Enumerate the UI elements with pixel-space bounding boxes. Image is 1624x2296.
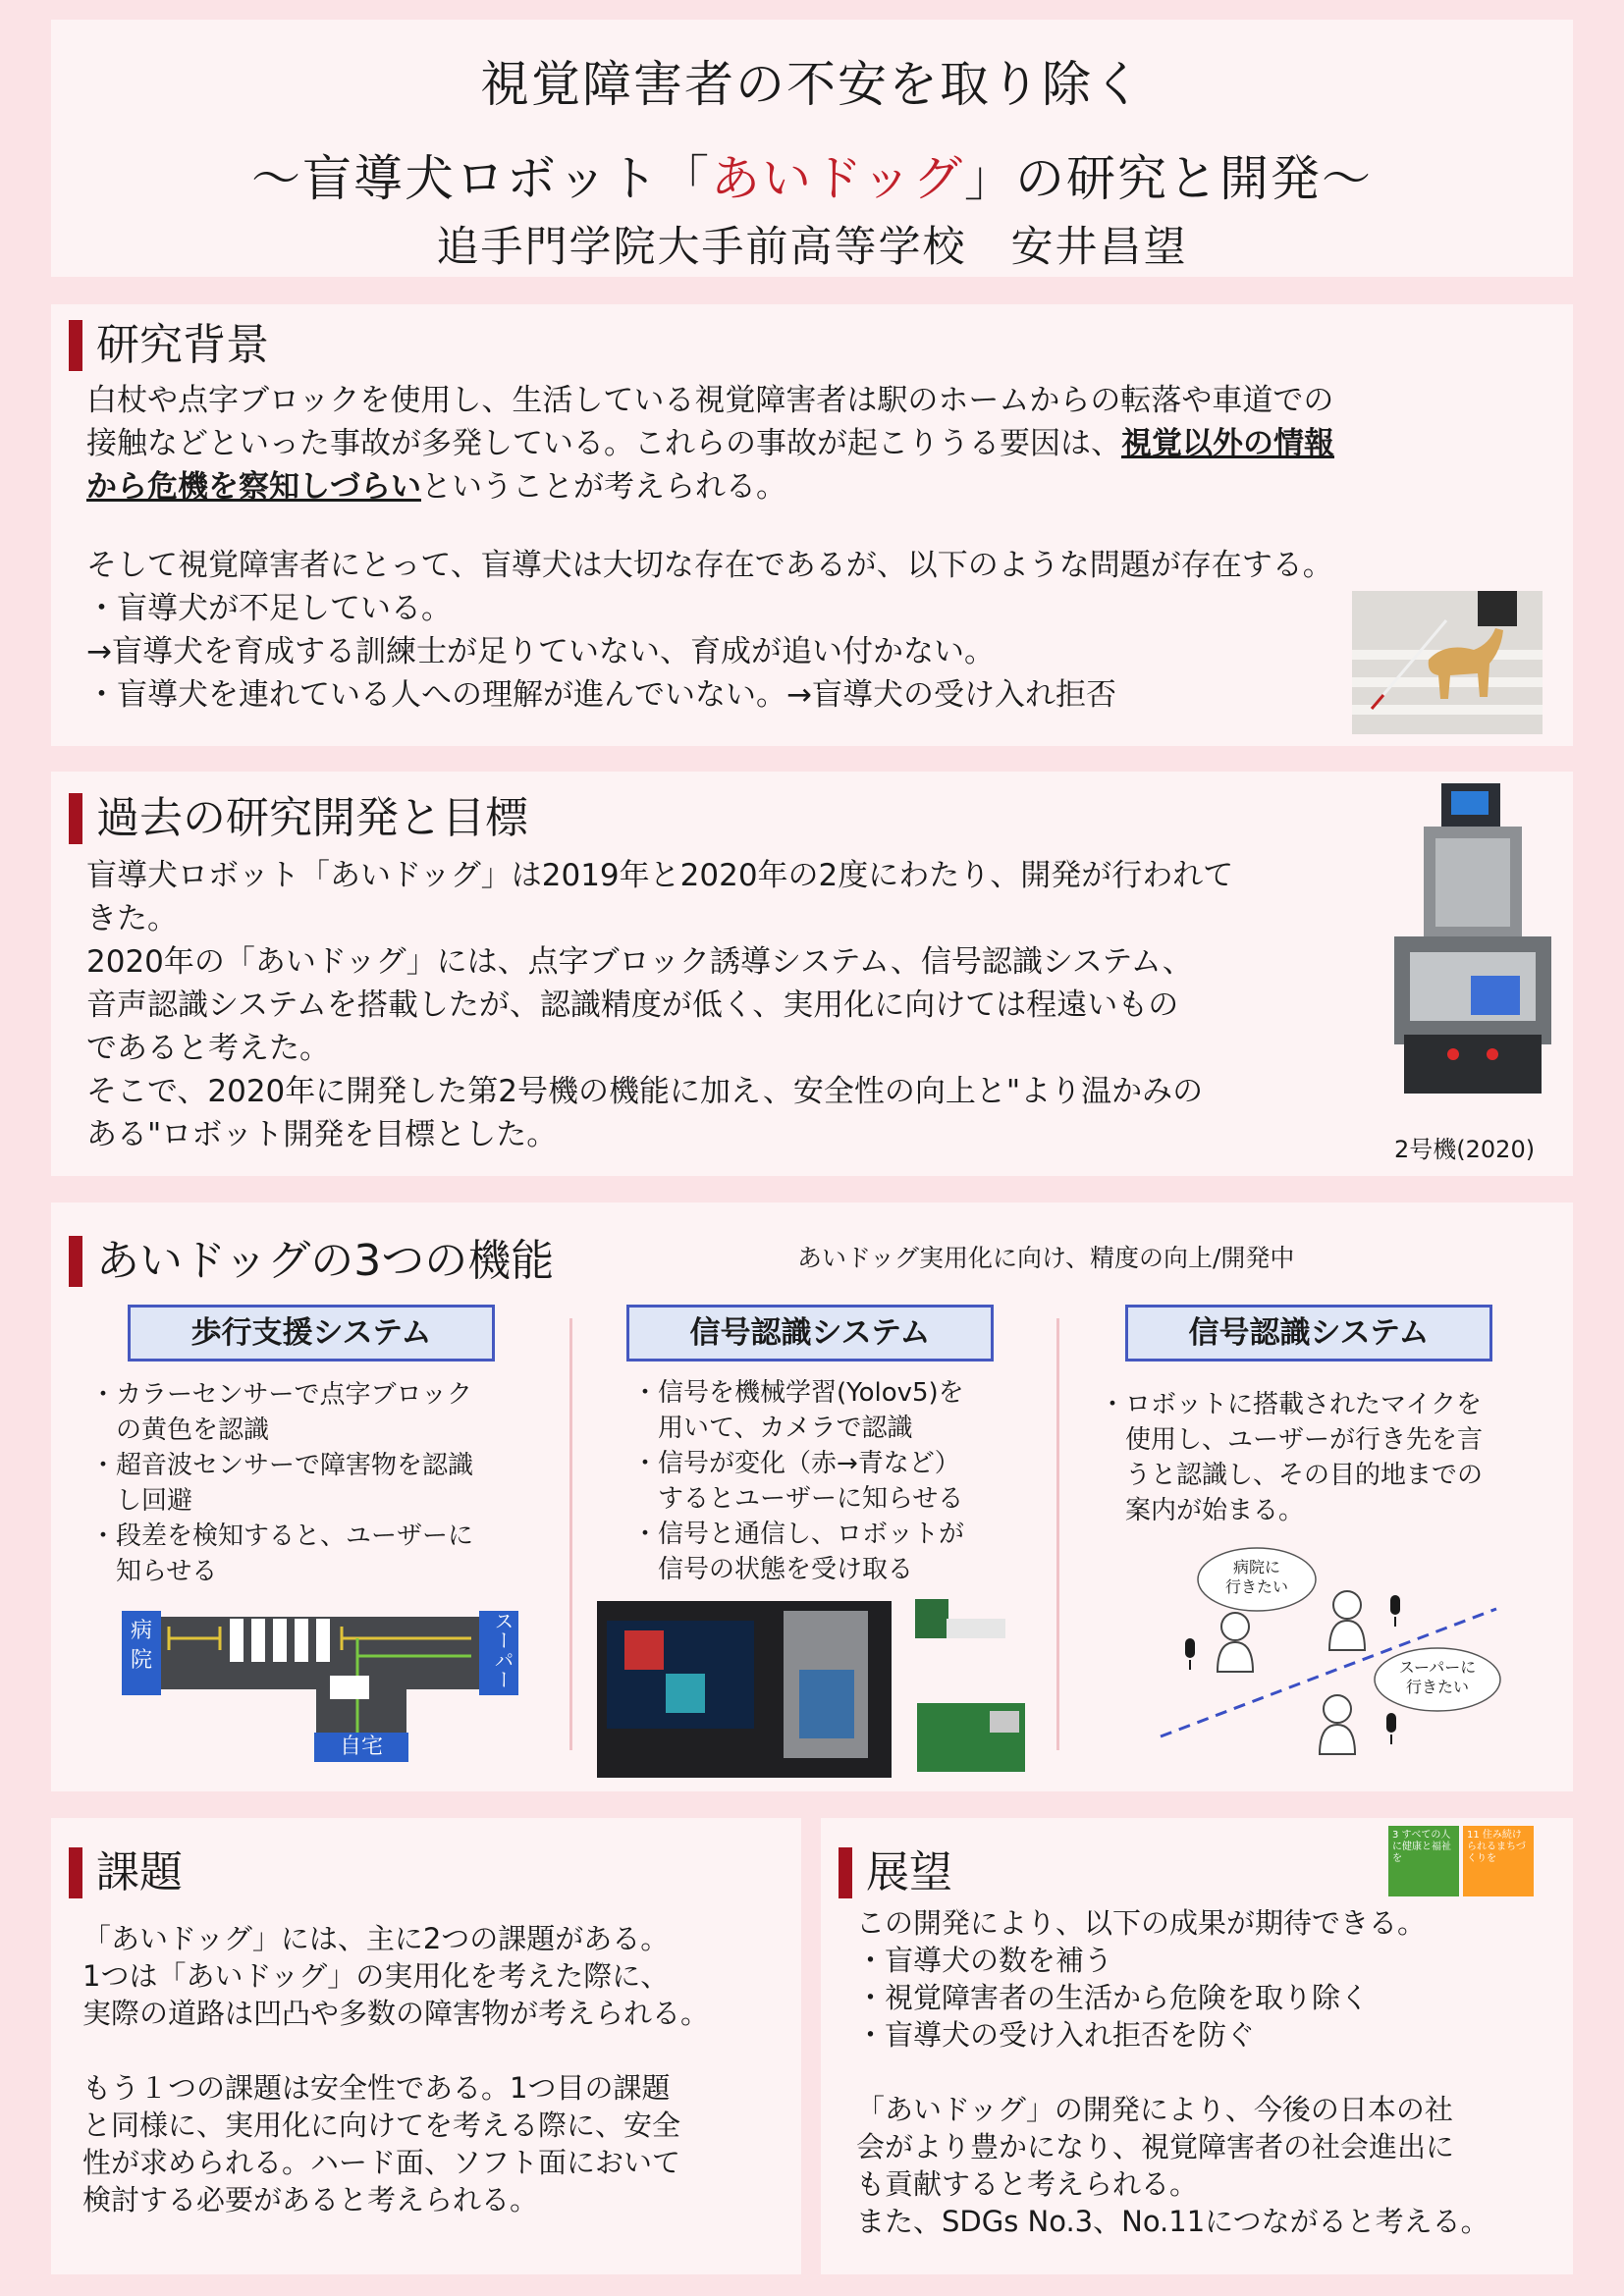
map-hospital-label: 病院 [130, 1619, 152, 1673]
signal-system-title: 信号認識システム [626, 1305, 994, 1362]
hospital-speech-bubble: 病院に 行きたい [1224, 1558, 1288, 1596]
map-supermarket-label: スーパー [491, 1611, 514, 1689]
bg-p1-text-end: ということが考えられる。 [421, 469, 786, 505]
sdg-11-badge: 11 住み続けられるまちづくりを [1463, 1826, 1534, 1896]
bg-p1-text: 白杖や点字ブロックを使用し、生活している視覚障害者は駅のホームからの転落や車道での 接触などといった事故が多発している。これらの事故が起こりうる要因は、 [86, 383, 1334, 461]
past-heading: 過去の研究開発と目標 [69, 791, 528, 846]
robot-photo [1384, 779, 1561, 1103]
supermarket-speech-bubble: スーパーに 行きたい [1398, 1658, 1477, 1696]
title-line-1: 視覚障害者の不安を取り除く [480, 56, 1144, 113]
outlook-body: この開発により、以下の成果が期待できる。 ・盲導犬の数を補う ・視覚障害者の生活から危険を取り除く ・盲導犬の受け入れ拒否を防ぐ 「あいドッグ」の開発により、今後の日本の社 会がより豊かになり、視覚障害者の社会進出に も貢献すると考えられる。 また、SDGs No.3、No.11につながると考える。 [856, 1906, 1489, 2238]
route-map [122, 1607, 518, 1764]
title-line-2-pre: 〜盲導犬ロボット「 [251, 150, 711, 207]
outlook-panel [821, 1818, 1573, 2274]
functions-panel [51, 1202, 1573, 1791]
past-body: 盲導犬ロボット「あいドッグ」は2019年と2020年の2度にわたり、開発が行われて きた。 2020年の「あいドッグ」には、点字ブロック誘導システム、信号認識システム、 音声認識システムを搭載したが、認識精度が低く、実用化に向けては程遠いもの であると考えた。 そこで、2020年に開発した第2号機の機能に加え、安全性の向上と"より温かみの ある"ロボット開発を目標とした。 [86, 858, 1234, 1152]
sdg-3-badge: 3 すべての人に健康と福祉を [1388, 1826, 1459, 1896]
bg-p1-emphasis-1: 視覚以外の情報 [1121, 426, 1334, 461]
title-product-name: あいドッグ [711, 150, 964, 207]
signal-recognition-photo [597, 1601, 892, 1778]
walking-support-body: ・カラーセンサーで点字ブロック の黄色を認識 ・超音波センサーで障害物を認識 し回避 ・段差を検知すると、ユーザーに 知らせる [90, 1380, 474, 1586]
functions-heading: あいドッグの3つの機能 [69, 1234, 554, 1289]
issues-body: 「あいドッグ」には、主に2つの課題がある。 1つは「あいドッグ」の実用化を考えた際に、 実際の道路は凹凸や多数の障害物が考えられる。 もう１つの課題は安全性である。1つ目の課題 と同様に、実用化に向けてを考える際に、安全 性が求められる。ハード面、ソフト面において 検討する必要があると考えられる。 [82, 1922, 710, 2216]
voice-illustration [1151, 1540, 1555, 1772]
title-line-2 [51, 139, 1573, 210]
author: 追手門学院大手前高等学校 安井昌望 [436, 223, 1188, 272]
title-line-2-post: 」の研究と開発〜 [964, 150, 1373, 207]
past-panel [51, 772, 1573, 1176]
outlook-heading: 展望 [839, 1845, 952, 1900]
divider-1 [569, 1318, 572, 1750]
hardware-photo [907, 1595, 1035, 1780]
background-paragraph-2: そして視覚障害者にとって、盲導犬は大切な存在であるが、以下のような問題が存在する。 ・盲導犬が不足している。 →盲導犬を育成する訓練士が足りていない、育成が追い付かない。 ・盲導犬を連れている人への理解が進んでいない。→盲導犬の受け入れ拒否 [86, 548, 1333, 713]
background-heading: 研究背景 [69, 318, 269, 373]
issues-panel [51, 1818, 801, 2274]
background-panel [51, 304, 1573, 746]
functions-note: あいドッグ実用化に向け、精度の向上/開発中 [797, 1244, 1295, 1272]
divider-2 [1056, 1318, 1059, 1750]
title-panel [51, 20, 1573, 277]
issues-heading: 課題 [69, 1845, 183, 1900]
background-paragraph-1 [86, 379, 1334, 508]
voice-system-body: ・ロボットに搭載されたマイクを 使用し、ユーザーが行き先を言 うと認識し、その目的地までの 案内が始まる。 [1100, 1390, 1484, 1525]
map-home-label: 自宅 [339, 1735, 383, 1759]
signal-system-body: ・信号を機械学習(Yolov5)を 用いて、カメラで認識 ・信号が変化（赤→青など） するとユーザーに知らせる ・信号と通信し、ロボットが 信号の状態を受け取る [632, 1378, 965, 1584]
guide-dog-photo [1352, 591, 1543, 734]
walking-support-title: 歩行支援システム [128, 1305, 495, 1362]
voice-system-title: 信号認識システム [1125, 1305, 1492, 1362]
robot-caption: 2号機(2020) [1394, 1136, 1536, 1163]
bg-p1-emphasis-2: から危機を察知しづらい [86, 469, 421, 505]
